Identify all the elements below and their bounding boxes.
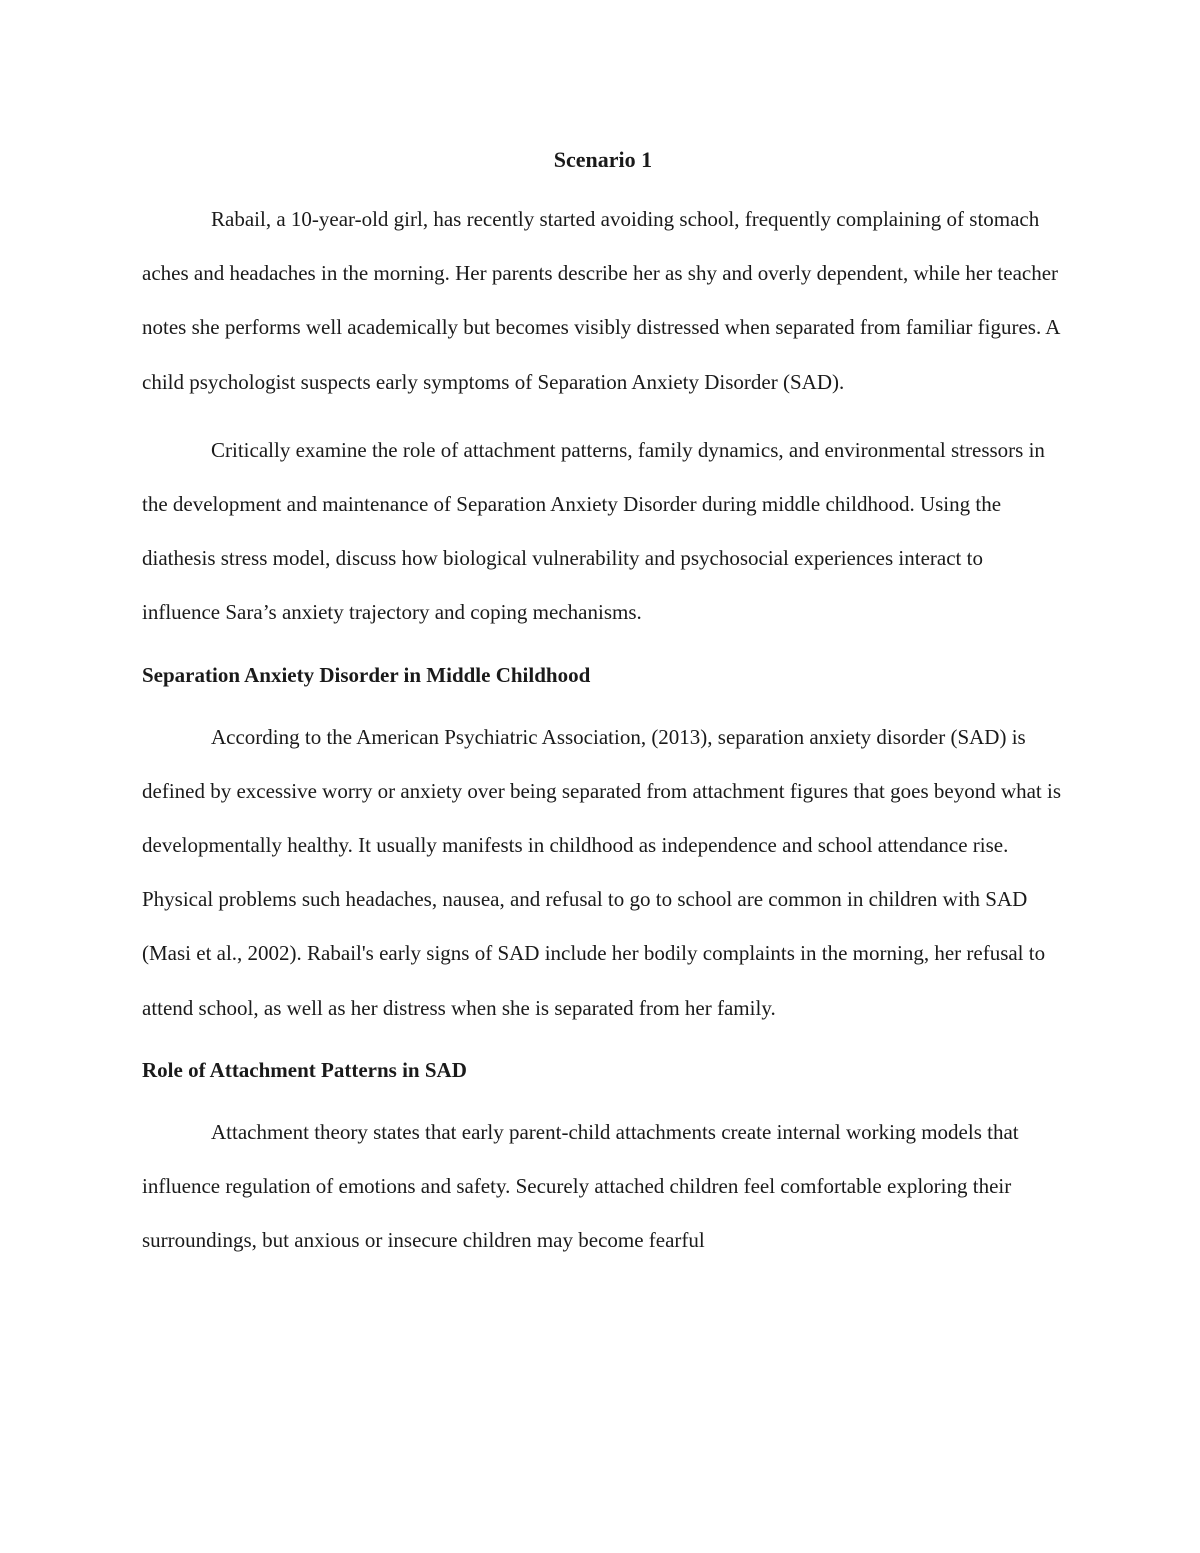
section-heading-sad-middle-childhood: Separation Anxiety Disorder in Middle Childhood [142, 662, 591, 687]
document-title: Scenario 1 [553, 147, 653, 172]
scenario-paragraph-1: Rabail, a 10-year-old girl, has recently started avoiding school, frequently complaining of stomach aches and headaches in the morning. Her parents describe her as shy and overly dependent, while her teacher notes she performs well academically but becomes visibly distressed when separated from familiar figures. A child psychologist suspects early symptoms of Separation Anxiety Disorder (SAD). [142, 207, 1060, 394]
section-paragraph-sad-middle-childhood: According to the American Psychiatric Association, (2013), separation anxiety disorder (SAD) is defined by excessive worry or anxiety over being separated from attachment figures that goes beyond what is developmentally healthy. It usually manifests in childhood as independence and school attendance rise. Physical problems such headaches, nausea, and refusal to go to school are common in children with SAD (Masi et al., 2002). Rabail's early signs of SAD include her bodily complaints in the morning, her refusal to attend school, as well as her distress when she is separated from her family. [142, 724, 1062, 1020]
section-paragraph-attachment-patterns: Attachment theory states that early parent-child attachments create internal working models that influence regulation of emotions and safety. Securely attached children feel comfortable exploring their surroundings, but anxious or insecure children may become fearful [142, 1119, 1019, 1253]
section-heading-attachment-patterns: Role of Attachment Patterns in SAD [142, 1057, 467, 1082]
scenario-paragraph-2: Critically examine the role of attachment patterns, family dynamics, and environmental stressors in the development and maintenance of Separation Anxiety Disorder during middle childhood. Using the diathesis stress model, discuss how biological vulnerability and psychosocial experiences interact to influence Sara’s anxiety trajectory and coping mechanisms. [142, 437, 1045, 625]
document-body [142, 138, 1064, 1267]
